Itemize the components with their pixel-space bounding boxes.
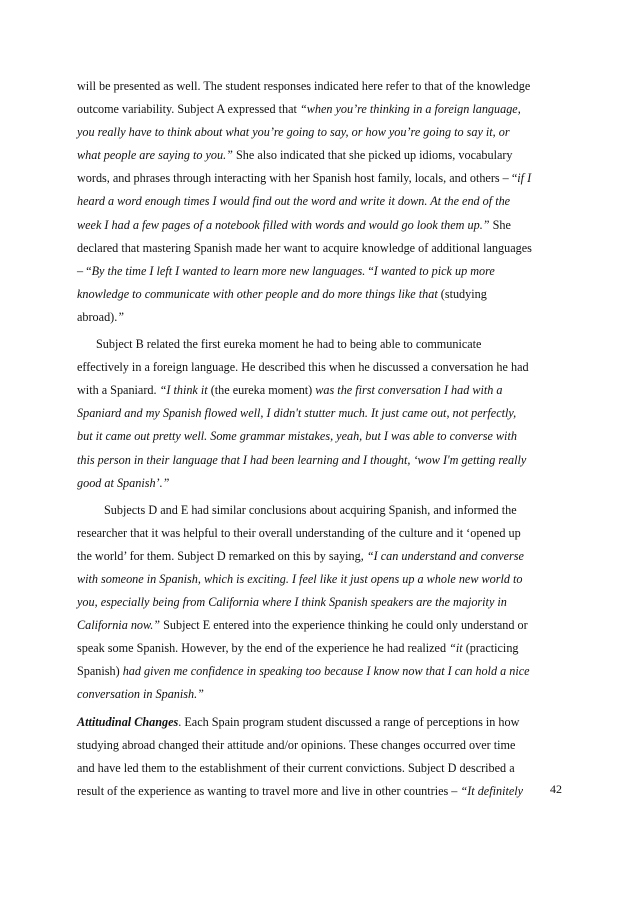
- text-segment: . Each Spain program student discussed a range of perceptions in how: [178, 714, 520, 729]
- text-segment: Subject E entered into the experience thinking he could only understand or: [160, 618, 528, 633]
- text-line: [77, 144, 561, 167]
- text-segment: “It definitely: [460, 783, 524, 798]
- text-segment: researcher that it was helpful to their overall understanding of the culture and it ‘opened up: [77, 525, 521, 540]
- text-segment: abroad).: [77, 309, 118, 324]
- text-line: [77, 711, 561, 734]
- text-segment: California now.”: [77, 618, 161, 633]
- text-segment: declared that mastering Spanish made her want to acquire knowledge of additional languages: [77, 240, 532, 255]
- text-segment: what people are saying to you.”: [77, 148, 233, 163]
- text-segment: (the eureka moment): [207, 383, 316, 398]
- text-segment: was the first conversation I had with a: [315, 383, 503, 398]
- text-line: [77, 121, 561, 144]
- text-segment: By the time I left I wanted to learn more new languages.: [91, 263, 366, 278]
- text-line: [77, 734, 561, 757]
- text-line: [77, 449, 561, 472]
- text-segment: heard a word enough times I would find out the word and write it down. At the end of the: [77, 194, 511, 209]
- text-line: [77, 499, 561, 522]
- text-segment: Spaniard and my Spanish flowed well, I didn't stutter much. It just came out, not perfectly,: [77, 406, 517, 421]
- page-number: 42: [550, 782, 562, 796]
- text-segment: She also indicated that she picked up idioms, vocabulary: [232, 148, 513, 163]
- text-segment: this person in their language that I had been learning and I thought, ‘wow I'm getting really: [77, 452, 527, 467]
- text-line: [77, 306, 561, 329]
- text-line: [77, 237, 561, 260]
- text-segment: I wanted to pick up more: [373, 263, 495, 278]
- text-segment: but it came out pretty well. Some grammar mistakes, yeah, but I was able to converse with: [77, 429, 517, 444]
- text-segment: Spanish): [77, 664, 123, 679]
- text-segment: speak some Spanish. However, by the end of the experience he had realized: [77, 641, 450, 656]
- text-segment: “: [365, 263, 374, 278]
- text-segment: “when you’re thinking in a foreign language,: [299, 102, 521, 117]
- text-segment: week I had a few pages of a notebook filled with words and would go look them up.”: [77, 217, 490, 232]
- text-line: [77, 98, 561, 121]
- text-line: [77, 333, 561, 356]
- text-segment: ”: [117, 309, 125, 324]
- text-line: [77, 379, 561, 402]
- text-line: [77, 472, 561, 495]
- text-segment: if I: [517, 171, 532, 186]
- text-line: [77, 425, 561, 448]
- text-segment: you really have to think about what you’re going to say, or how you’re going to say it, or: [77, 125, 510, 140]
- text-segment: words, and phrases through interacting with her Spanish host family, locals, and others – “: [77, 171, 518, 186]
- text-segment: result of the experience as wanting to travel more and live in other countries –: [77, 783, 461, 798]
- body-text: [77, 75, 561, 803]
- text-segment: you, especially being from California where I think Spanish speakers are the majority in: [77, 595, 507, 610]
- text-segment: conversation in Spanish.”: [77, 687, 204, 702]
- text-segment: Subjects D and E had similar conclusions about acquiring Spanish, and informed the: [104, 502, 517, 517]
- text-line: [77, 522, 561, 545]
- text-segment: – “: [77, 263, 92, 278]
- text-segment: Subject B related the first eureka moment he had to being able to communicate: [96, 337, 482, 352]
- text-line: [77, 356, 561, 379]
- text-line: [77, 283, 561, 306]
- text-segment: She: [489, 217, 511, 232]
- text-segment: effectively in a foreign language. He described this when he discussed a conversation he had: [77, 360, 529, 375]
- text-line: [77, 780, 561, 803]
- text-segment: (practicing: [462, 641, 519, 656]
- text-segment: outcome variability. Subject A expressed that: [77, 102, 300, 117]
- text-line: [77, 545, 561, 568]
- text-segment: the world’ for them. Subject D remarked on this by saying,: [77, 548, 367, 563]
- text-line: [77, 402, 561, 425]
- text-segment: good at Spanish’.”: [77, 475, 170, 490]
- text-line: [77, 637, 561, 660]
- text-segment: with someone in Spanish, which is exciting. I feel like it just opens up a whole new world to: [77, 571, 523, 586]
- text-line: [77, 260, 561, 283]
- text-segment: knowledge to communicate with other people and do more things like that: [77, 286, 438, 301]
- text-line: [77, 75, 561, 98]
- text-line: [77, 683, 561, 706]
- text-line: [77, 568, 561, 591]
- text-line: [77, 591, 561, 614]
- text-segment: will be presented as well. The student responses indicated here refer to that of the knowledge: [77, 79, 531, 93]
- text-segment: had given me confidence in speaking too because I know now that I can hold a nice: [122, 664, 530, 679]
- text-segment: “I can understand and converse: [366, 548, 524, 563]
- text-line: [77, 167, 561, 190]
- text-segment: “I think it: [159, 383, 208, 398]
- text-line: [77, 214, 561, 237]
- text-segment: and have led them to the establishment of their current convictions. Subject D described a: [77, 760, 515, 775]
- section-heading: Attitudinal Changes: [77, 714, 179, 729]
- text-segment: studying abroad changed their attitude and/or opinions. These changes occurred over time: [77, 737, 516, 752]
- text-line: [77, 757, 561, 780]
- text-line: [77, 614, 561, 637]
- text-line: [77, 660, 561, 683]
- text-line: [77, 190, 561, 213]
- text-segment: “it: [449, 641, 463, 656]
- text-segment: with a Spaniard.: [77, 383, 160, 398]
- text-segment: (studying: [437, 286, 487, 301]
